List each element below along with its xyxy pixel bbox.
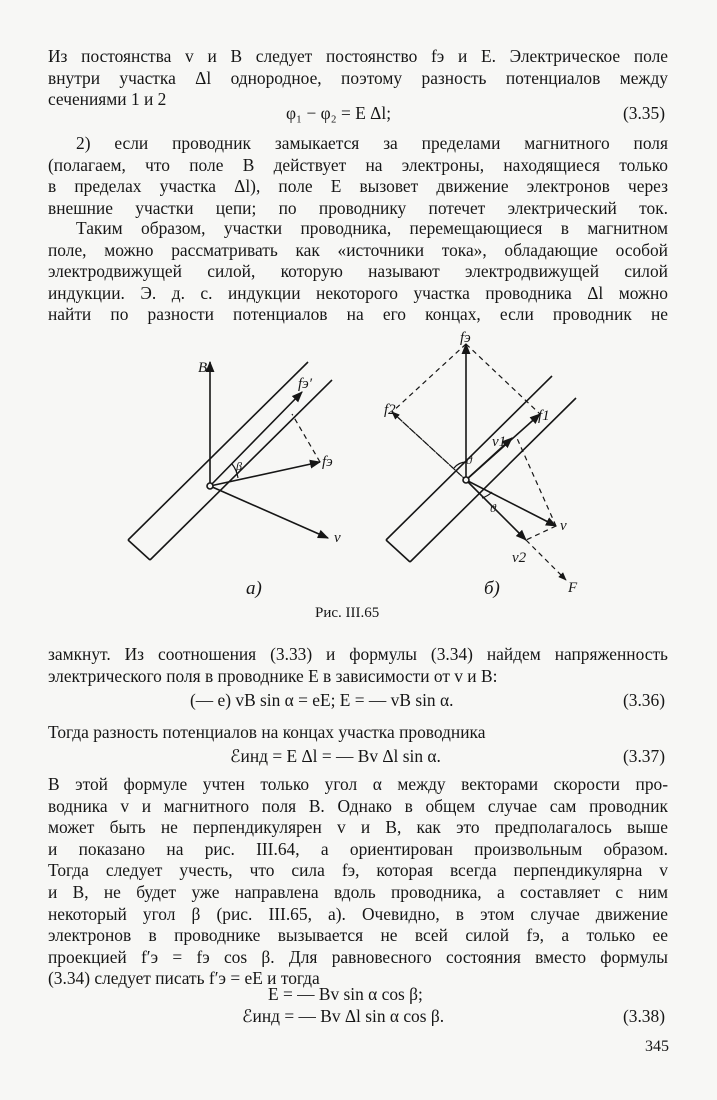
vector-fe-prime-a bbox=[210, 392, 302, 486]
figure-iii-65 bbox=[120, 328, 600, 640]
text-line: внутри участка Δl однородное, поэтому разность потенциалов между bbox=[48, 67, 668, 88]
text-line: Тогда разность потенциалов на концах участка проводника bbox=[48, 722, 486, 742]
text-line: Таким образом, участки проводника, перемещающиеся в магнитном bbox=[76, 218, 668, 238]
label-f2: f2 bbox=[384, 402, 396, 418]
label-f: F bbox=[568, 580, 578, 596]
equation-number: (3.38) bbox=[622, 1006, 665, 1026]
point-a bbox=[207, 483, 213, 489]
label-v: v bbox=[334, 530, 341, 546]
conductor-edge-b bbox=[410, 398, 576, 562]
text-line: водника v и магнитного поля B. Однако в общем случае сам проводник bbox=[48, 795, 668, 816]
label-b: B bbox=[198, 360, 208, 376]
text-line: замкнут. Из соотношения (3.33) и формулы (3.34) найдем напряженность bbox=[48, 644, 668, 664]
subfigure-label-b: б) bbox=[484, 578, 500, 599]
text-line: и B, не будет уже направлена вдоль проводника, а составляет с ним bbox=[48, 881, 668, 902]
dashed-line bbox=[466, 344, 540, 414]
label-fe-b: fэ bbox=[460, 330, 471, 346]
text-line: поле, можно рассматривать как «источники тока», обладающие особой bbox=[48, 239, 668, 260]
label-beta: β bbox=[236, 459, 242, 473]
equation-3-37: ℰинд = E Δl = — Bv Δl sin α. bbox=[230, 746, 441, 766]
vector-v-b bbox=[466, 480, 556, 526]
label-f1: f1 bbox=[538, 408, 550, 424]
vector-v-a bbox=[210, 486, 328, 538]
text-line: сечениями 1 и 2 bbox=[48, 89, 167, 110]
paragraph-4 bbox=[48, 644, 668, 687]
paragraph-3 bbox=[48, 218, 668, 326]
label-v2: v2 bbox=[512, 550, 527, 566]
text-line: 2) если проводник замыкается за пределами магнитного поля bbox=[76, 133, 668, 153]
figure-caption: Рис. III.65 bbox=[315, 605, 380, 621]
text-line: (полагаем, что поле B действует на электроны, находящиеся только bbox=[48, 154, 668, 175]
conductor-end-b bbox=[386, 540, 410, 562]
page-number: 345 bbox=[645, 1038, 669, 1055]
vector-fe-a bbox=[210, 462, 320, 486]
text-line: электродвижущей силой, которую называют электродвижущей силой bbox=[48, 261, 668, 282]
projection-line-a bbox=[292, 414, 320, 462]
paragraph-5 bbox=[48, 722, 668, 744]
text-line: найти по разности потенциалов на его концах, если проводник не bbox=[48, 304, 668, 325]
equation-number: (3.37) bbox=[622, 746, 665, 766]
label-fe-prime: fэ′ bbox=[298, 376, 313, 392]
label-theta-1: ϑ bbox=[466, 453, 472, 467]
dashed-line bbox=[392, 344, 466, 412]
equation-3-35: φ₁ − φ₂ = E Δl; bbox=[286, 103, 392, 123]
text-line: (3.34) следует писать f′э = eE и тогда bbox=[48, 968, 320, 989]
paragraph-2 bbox=[48, 133, 668, 219]
subfigure-label-a: а) bbox=[246, 578, 262, 599]
point-b bbox=[463, 477, 469, 483]
text-line: в пределах участка Δl), поле E вызовет движение электронов через bbox=[48, 176, 668, 197]
angle-theta-arc bbox=[482, 492, 492, 498]
paragraph-6 bbox=[48, 774, 668, 990]
conductor-end-a bbox=[128, 540, 150, 560]
text-line: проекцией f′э = fэ cos β. Для равновесного состояния вместо формулы bbox=[48, 946, 668, 967]
equation-3-38b: ℰинд = — Bv Δl sin α cos β. bbox=[242, 1006, 445, 1026]
equation-3-36: (— e) vB sin α = eE; E = — vB sin α. bbox=[190, 690, 454, 710]
conductor-edge-a bbox=[128, 362, 308, 540]
text-line: электронов в проводнике вызывается не всей силой fэ, а только ее bbox=[48, 925, 668, 946]
vector-v2-b bbox=[466, 480, 526, 540]
text-line: может быть не перпендикулярен v и B, как это предполагалось выше bbox=[48, 817, 668, 838]
paragraph-1 bbox=[48, 46, 668, 111]
text-line: электрического поля в проводнике E в зависимости от v и B: bbox=[48, 665, 498, 686]
text-line: и показано на рис. III.64, а ориентирован произвольным образом. bbox=[48, 838, 668, 859]
equation-3-38a: E = — Bv sin α cos β; bbox=[268, 984, 423, 1004]
text-line: некоторый угол β (рис. III.65, а). Очевидно, в этом случае движение bbox=[48, 903, 668, 924]
label-v1: v1 bbox=[492, 434, 507, 450]
label-theta-2: ϑ bbox=[490, 501, 496, 515]
label-v-b: v bbox=[560, 518, 567, 534]
text-line: индукции. Э. д. с. индукции некоторого участка проводника Δl можно bbox=[48, 282, 668, 303]
text-line: внешние участки цепи; по проводнику потечет электрический ток. bbox=[48, 197, 668, 218]
dashed-line bbox=[516, 436, 556, 526]
equation-number: (3.35) bbox=[622, 103, 665, 123]
dashed-line bbox=[526, 526, 556, 540]
text-line: Тогда следует учесть, что сила fэ, которая всегда перпендикулярна v bbox=[48, 860, 668, 881]
equation-number: (3.36) bbox=[622, 690, 665, 710]
label-fe: fэ bbox=[322, 454, 333, 470]
vector-f-b bbox=[526, 540, 566, 580]
text-line: Из постоянства v и B следует постоянство fэ и E. Электрическое поле bbox=[48, 46, 668, 66]
text-line: В этой формуле учтен только угол α между векторами скорости про- bbox=[48, 774, 668, 794]
